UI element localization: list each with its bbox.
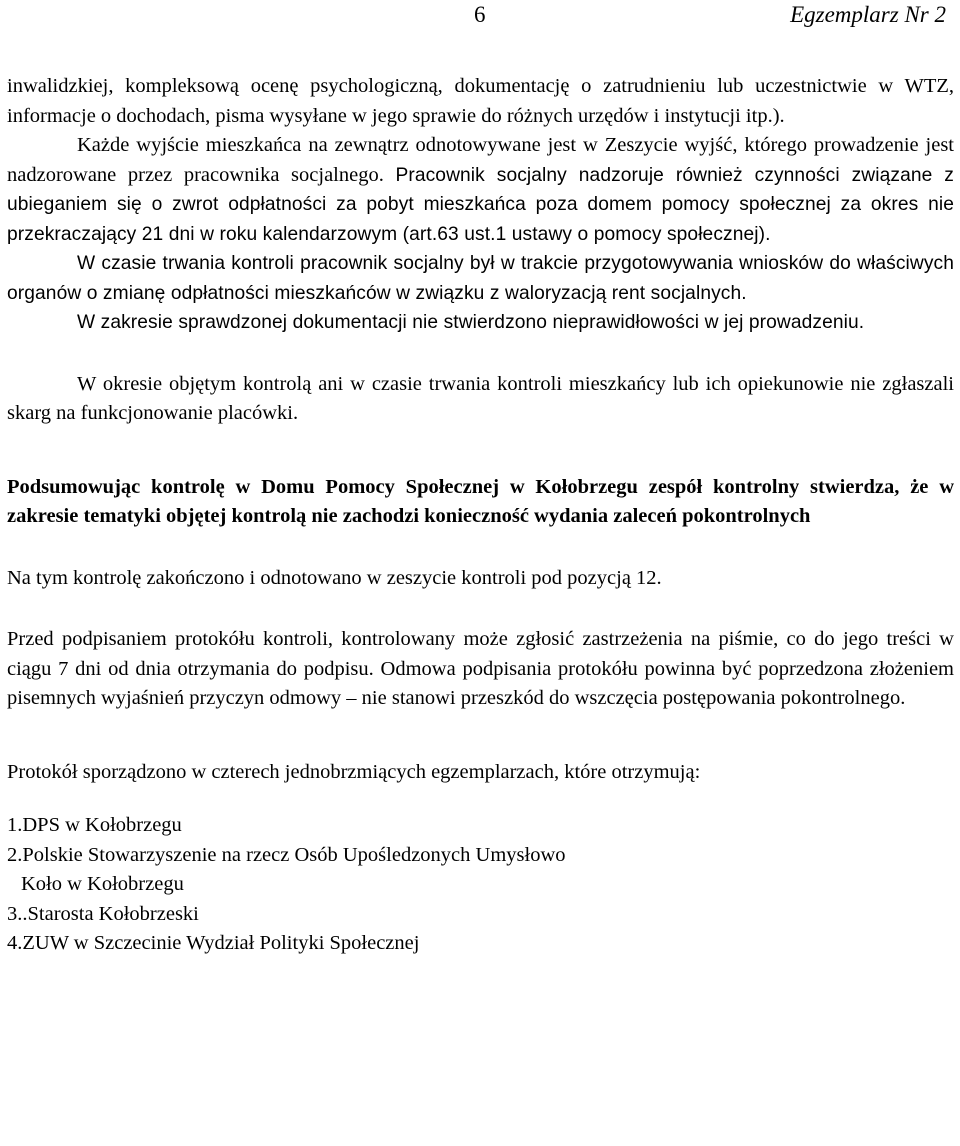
recipient-item: Koło w Kołobrzegu [21, 873, 184, 895]
spacer [7, 593, 954, 625]
recipient-item: 3..Starosta Kołobrzeski [7, 902, 199, 925]
recipient-item: 2.Polskie Stowarzyszenie na rzecz Osób Upośledzonych Umysłowo [7, 843, 566, 866]
spacer [7, 714, 954, 758]
recipient-list [7, 811, 954, 959]
paragraph-exits-and-fees [7, 131, 954, 249]
page-header [0, 0, 960, 40]
paragraph-documentation: inwalidzkiej, kompleksową ocenę psychologiczną, dokumentację o zatrudnieniu lub uczestnictwie w WTZ, informacje o dochodach, pisma wysyłane w jego sprawie do różnych urzędów i instytucji itp.). [7, 75, 954, 127]
paragraph-control-closed: Na tym kontrolę zakończono i odnotowano w zeszycie kontroli pod pozycją 12. [7, 566, 662, 589]
paragraph-fees: Pracownik socjalny nadzoruje również czynności związane z ubieganiem się o zwrot odpłatności za pobyt mieszkańca poza domem pomocy społecznej za okres nie przekraczający 21 dni w roku kalendarzowym (art.63 ust.1 ustawy o pomocy społecznej). [7, 164, 954, 245]
spacer [7, 787, 954, 811]
spacer [7, 532, 954, 564]
paragraph-exits: Każde wyjście mieszkańca na zewnątrz odnotowywane jest w Zeszycie wyjść, którego prowadzenie jest nadzorowane przez pracownika socjalnego. [7, 134, 954, 186]
spacer [7, 429, 954, 473]
paragraph-copies: Protokół sporządzono w czterech jednobrzmiących egzemplarzach, które otrzymują: [7, 760, 701, 783]
summary-conclusion: Podsumowując kontrolę w Domu Pomocy Społecznej w Kołobrzegu zespół kontrolny stwierdza, że w zakresie tematyki objętej kontrolą nie zachodzi konieczność wydania zaleceń pokontrolnych [7, 475, 954, 527]
paragraph-no-irregularities: W zakresie sprawdzonej dokumentacji nie stwierdzono nieprawidłowości w jej prowadzeniu. [77, 312, 865, 333]
document-body [7, 72, 954, 959]
paragraph-no-complaints: W okresie objętym kontrolą ani w czasie trwania kontroli mieszkańcy lub ich opiekunowie nie zgłaszali skarg na funkcjonowanie placówki. [7, 372, 954, 424]
page-number: 6 [474, 2, 486, 27]
paragraph-objections: Przed podpisaniem protokółu kontroli, kontrolowany może zgłosić zastrzeżenia na piśmie, co do jego treści w ciągu 7 dni od dnia otrzymania do podpisu. Odmowa podpisania protokółu powinna być poprzedzona złożeniem pisemnych wyjaśnień przyczyn odmowy – nie stanowi przeszkód do wszczęcia postępowania pokontrolnego. [7, 628, 954, 709]
recipient-item: 1.DPS w Kołobrzegu [7, 814, 182, 836]
spacer [7, 338, 954, 370]
recipient-item: 4.ZUW w Szczecinie Wydział Polityki Społecznej [7, 932, 420, 954]
paragraph-valorization: W czasie trwania kontroli pracownik socjalny był w trakcie przygotowywania wniosków do właściwych organów o zmianę odpłatności mieszkańców w związku z waloryzacją rent socjalnych. [7, 253, 954, 304]
copy-label: Egzemplarz Nr 2 [790, 2, 946, 27]
